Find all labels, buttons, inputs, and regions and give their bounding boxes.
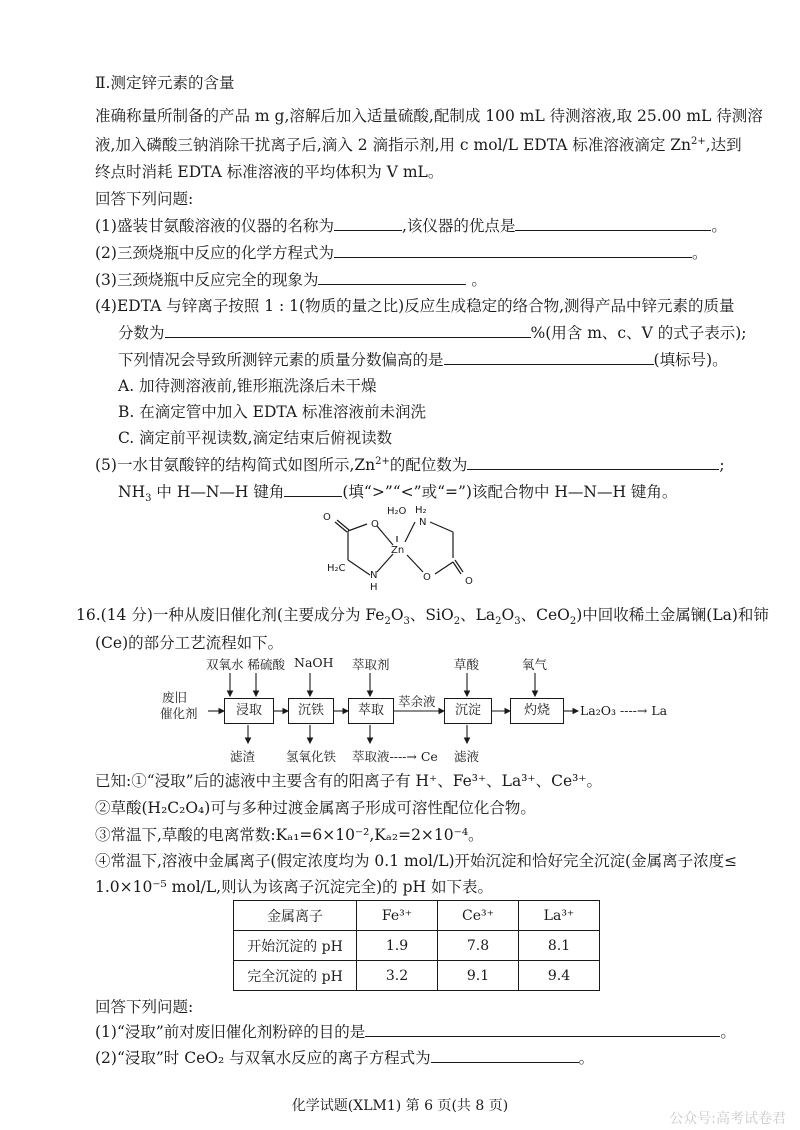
question-16-2: (2)“浸取”时 CeO₂ 与双氧水反应的离子方程式为 。: [95, 1046, 594, 1069]
atom-label: Zn: [391, 545, 405, 556]
atom-label: N: [419, 517, 427, 528]
question-5: (5)一水甘氨酸锌的结构简式如图所示$,Zn^{2+}$的配位数为 ;: [95, 453, 725, 476]
question-4-line: 分数为 %(用含 m、c、V 的式子表示);: [118, 321, 747, 344]
question-4: (4)EDTA 与锌离子按照 1 : 1(物质的量之比)反应生成稳定的络合物,测得产品中锌元素的质量: [95, 297, 735, 315]
atom-label: H₂: [415, 505, 427, 516]
flow-step-iron: 沉铁: [288, 698, 334, 724]
answer-prompt: 回答下列问题:: [95, 190, 194, 208]
answer-blank[interactable]: [431, 1046, 579, 1063]
watermark: 公众号:高考试卷君: [669, 1111, 786, 1127]
table-cell: 开始沉淀的 pH: [234, 931, 357, 961]
table-header-cell: 金属离子: [234, 901, 357, 931]
flow-step-precipitate: 沉淀: [444, 698, 492, 724]
table-row: [234, 961, 600, 991]
known-1: 已知:①“浸取”后的滤液中主要含有的阳离子有 H⁺、Fe³⁺、La³⁺、Ce³⁺。: [95, 772, 603, 790]
page-footer: 化学试题(XLM1) 第 6 页(共 8 页): [291, 1098, 509, 1114]
option-b: B. 在滴定管中加入 EDTA 标准溶液前未润洗: [118, 403, 427, 421]
paragraph-line: 准确称量所制备的产品 m g,溶解后加入适量硫酸,配制成 100 mL 待测溶液,取 25.00 mL 待测溶: [95, 107, 763, 125]
atom-label: O: [323, 512, 331, 523]
paragraph-line: 液,加入磷酸三钠消除干扰离子后,滴入 2 滴指示剂,用 c mol/L EDTA 标准溶液滴定 $Zn^{2+}$,达到: [95, 135, 742, 154]
answer-blank[interactable]: [165, 321, 531, 338]
question-16-line: (Ce)的部分工艺流程如下。: [95, 634, 284, 652]
atom-label: O: [465, 576, 473, 587]
flow-output: 滤渣: [230, 749, 256, 764]
atom-label: N: [370, 570, 378, 581]
flow-output: 萃取液----→ Ce: [352, 749, 438, 764]
answer-blank[interactable]: [365, 1020, 720, 1037]
table-cell: 3.2: [357, 961, 438, 991]
flow-step-calcine: 灼烧: [510, 698, 564, 724]
question-16-1: (1)“浸取”前对废旧催化剂粉碎的目的是 。: [95, 1020, 736, 1043]
question-16: 16.(14 分)一种从废旧催化剂(主要成分为 $Fe_2O_3$、SiO$_2$、$La_2O_3$、CeO$_2$)中回收稀土金属镧(La)和铈: [76, 606, 769, 628]
answer-blank[interactable]: [444, 348, 654, 365]
question-2: (2)三颈烧瓶中反应的化学方程式为 。: [95, 241, 707, 264]
flow-output: 滤液: [454, 749, 480, 764]
known-4: ④常温下,溶液中金属离子(假定浓度均为 0.1 mol/L)开始沉淀和恰好完全沉淀(金属离子浓度≤: [95, 852, 738, 870]
question-4-line: 下列情况会导致所测锌元素的质量分数偏高的是 (填标号)。: [118, 348, 728, 371]
answer-blank[interactable]: [515, 214, 711, 231]
flow-input: 催化剂: [160, 706, 198, 721]
question-5-line: $NH_3$ 中 H—N—H 键角 (填“>”“<”或“=”)该配合物中 H—N—H 键角。: [118, 480, 677, 503]
flow-reagent: 萃取剂: [352, 657, 390, 672]
table-cell: 9.4: [519, 961, 600, 991]
question-1: (1)盛装甘氨酸溶液的仪器的名称为 ,该仪器的优点是 。: [95, 214, 727, 237]
table-cell: 9.1: [438, 961, 519, 991]
option-a: A. 加待测溶液前,锥形瓶洗涤后未干燥: [118, 377, 377, 395]
answer-blank[interactable]: [334, 214, 402, 231]
table-cell: 1.9: [357, 931, 438, 961]
table-cell: 8.1: [519, 931, 600, 961]
table-header-row: [234, 901, 600, 931]
flow-step-leach: 浸取: [224, 698, 274, 724]
answer-blank[interactable]: [467, 453, 719, 470]
flow-step-extract: 萃取: [348, 698, 394, 724]
ph-table: [233, 900, 600, 991]
flow-reagent: 氧气: [522, 657, 548, 672]
answer-prompt: 回答下列问题:: [95, 998, 194, 1016]
answer-blank[interactable]: [334, 241, 692, 258]
answer-blank[interactable]: [318, 268, 466, 285]
option-c: C. 滴定前平视读数,滴定结束后俯视读数: [118, 429, 393, 447]
flow-reagent: 草酸: [454, 657, 480, 672]
flow-reagent: 双氧水 稀硫酸: [206, 657, 285, 672]
paragraph-line: 终点时消耗 EDTA 标准溶液的平均体积为 V mL。: [95, 163, 444, 181]
flow-output: 氢氧化铁: [286, 749, 337, 764]
flow-mid-label: 萃余液: [398, 694, 436, 709]
atom-label: H₂C: [327, 563, 346, 574]
table-cell: 完全沉淀的 pH: [234, 961, 357, 991]
atom-label: H₂O: [387, 506, 407, 517]
answer-blank[interactable]: [284, 480, 342, 497]
flow-product: La₂O₃ ----→ La: [580, 703, 668, 718]
section-heading: Ⅱ.测定锌元素的含量: [95, 74, 235, 92]
table-header-cell: La³⁺: [519, 901, 600, 931]
known-3: ③常温下,草酸的电离常数:Kₐ₁=6×10⁻²,Kₐ₂=2×10⁻⁴。: [95, 826, 484, 844]
atom-label: O: [423, 572, 431, 583]
atom-label: H: [370, 582, 378, 593]
process-flow-diagram: [160, 655, 720, 770]
atom-label: O: [371, 519, 379, 530]
flow-input: 废旧: [162, 690, 188, 705]
known-2: ②草酸(H₂C₂O₄)可与多种过渡金属离子形成可溶性配位化合物。: [95, 799, 536, 817]
zinc-glycinate-structure: [315, 500, 485, 595]
table-header-cell: Ce³⁺: [438, 901, 519, 931]
table-cell: 7.8: [438, 931, 519, 961]
table-row: [234, 931, 600, 961]
flow-reagent: NaOH: [294, 655, 334, 670]
known-4-line: 1.0×10⁻⁵ mol/L,则认为该离子沉淀完全)的 pH 如下表。: [95, 878, 493, 896]
question-3: (3)三颈烧瓶中反应完全的现象为 。: [95, 268, 487, 291]
table-header-cell: Fe³⁺: [357, 901, 438, 931]
